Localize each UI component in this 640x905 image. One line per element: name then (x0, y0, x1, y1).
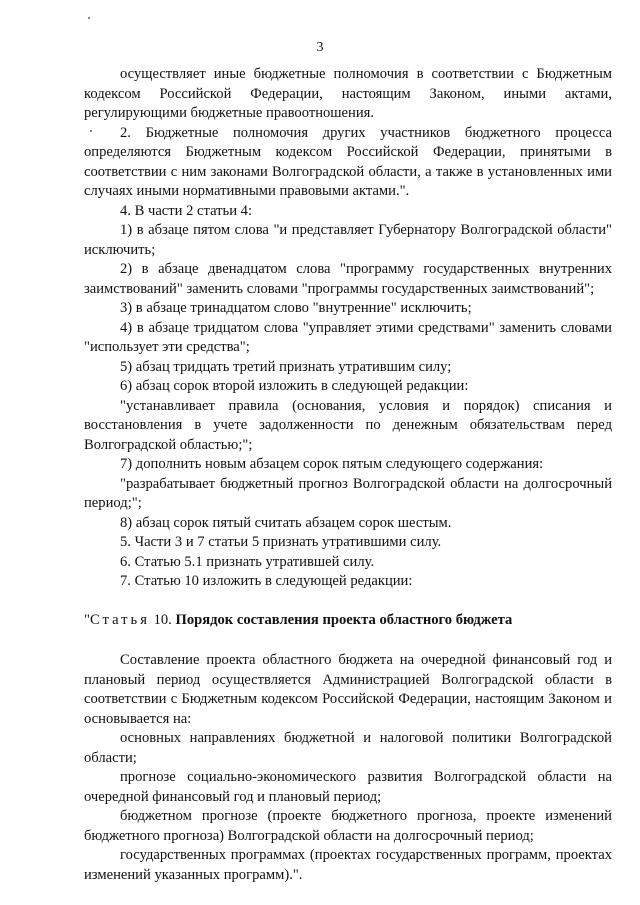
paragraph: 5) абзац тридцать третий признать утратившим силу; (120, 358, 452, 375)
article-paragraph: Составление проекта областного бюджета на очередной финансовый год и плановый период осуществляется Администрацией Волгоградской области в соответствии с Бюджетным кодексом Российской Федерации, настоящим Законом и основывается на: (84, 652, 612, 727)
article-title: Порядок составления проекта областного бюджета (175, 611, 513, 628)
paragraph: 4) в абзаце тридцатом слова "управляет этими средствами" заменить словами "использует эти средства"; (84, 319, 612, 355)
document-body (84, 65, 612, 885)
paragraph: осуществляет иные бюджетные полномочия в соответствии с Бюджетным кодексом Российской Федерации, настоящим Законом, иными актами, регулирующими бюджетные правоотношения. (84, 66, 612, 121)
paragraph: 6. Статью 5.1 признать утратившей силу. (120, 553, 375, 570)
article-paragraph: государственных программах (проектах государственных программ, проектах изменений указанных программ).". (84, 847, 612, 883)
paragraph: 6) абзац сорок второй изложить в следующей редакции: (120, 378, 469, 394)
paragraph: 2. Бюджетные полномочия других участников бюджетного процесса определяются Бюджетным кодексом Российской Федерации, принятыми в соответствии с ним законами Волгоградской области, а также в установленных ими случаях иными нормативными правовыми актами.". (84, 124, 612, 199)
article-paragraph: бюджетном прогнозе (проекте бюджетного прогноза, проекте изменений бюджетного прогноза) Волгоградской области на долгосрочный период; (84, 808, 612, 844)
paragraph: "устанавливает правила (основания, условия и порядок) списания и восстановления в учете задолженности по денежным обязательствам перед Волгоградской областью;"; (84, 397, 612, 453)
article-number: 10. (149, 611, 176, 628)
paragraph: 8) абзац сорок пятый считать абзацем сорок шестым. (120, 514, 452, 531)
page-number: 3 (316, 40, 324, 55)
article-paragraph: основных направлениях бюджетной и налоговой политики Волгоградской области; (84, 730, 612, 766)
article-paragraph: прогнозе социально-экономического развития Волгоградской области на очередной финансовый год и плановый период; (84, 769, 612, 805)
paragraph: 7) дополнить новым абзацем сорок пятым следующего содержания: (120, 456, 544, 472)
scan-speck (88, 17, 90, 19)
paragraph: 2) в абзаце двенадцатом слова "программу государственных внутренних заимствований" заменить словами "программы государственных заимствований"; (84, 261, 612, 297)
paragraph: 1) в абзаце пятом слова "и представляет Губернатору Волгоградской области" исключить; (84, 222, 612, 258)
article-quote: " (84, 611, 90, 628)
article-word: Статья (89, 611, 150, 628)
paragraph: 3) в абзаце тринадцатом слово "внутренние" исключить; (120, 300, 472, 316)
paragraph: 5. Части 3 и 7 статьи 5 признать утратившими силу. (120, 534, 442, 550)
paragraph: "разрабатывает бюджетный прогноз Волгоградской области на долгосрочный период;"; (84, 475, 612, 511)
article-heading (84, 611, 612, 631)
paragraph: 7. Статью 10 изложить в следующей редакции: (120, 573, 413, 589)
paragraph: 4. В части 2 статьи 4: (120, 202, 253, 219)
